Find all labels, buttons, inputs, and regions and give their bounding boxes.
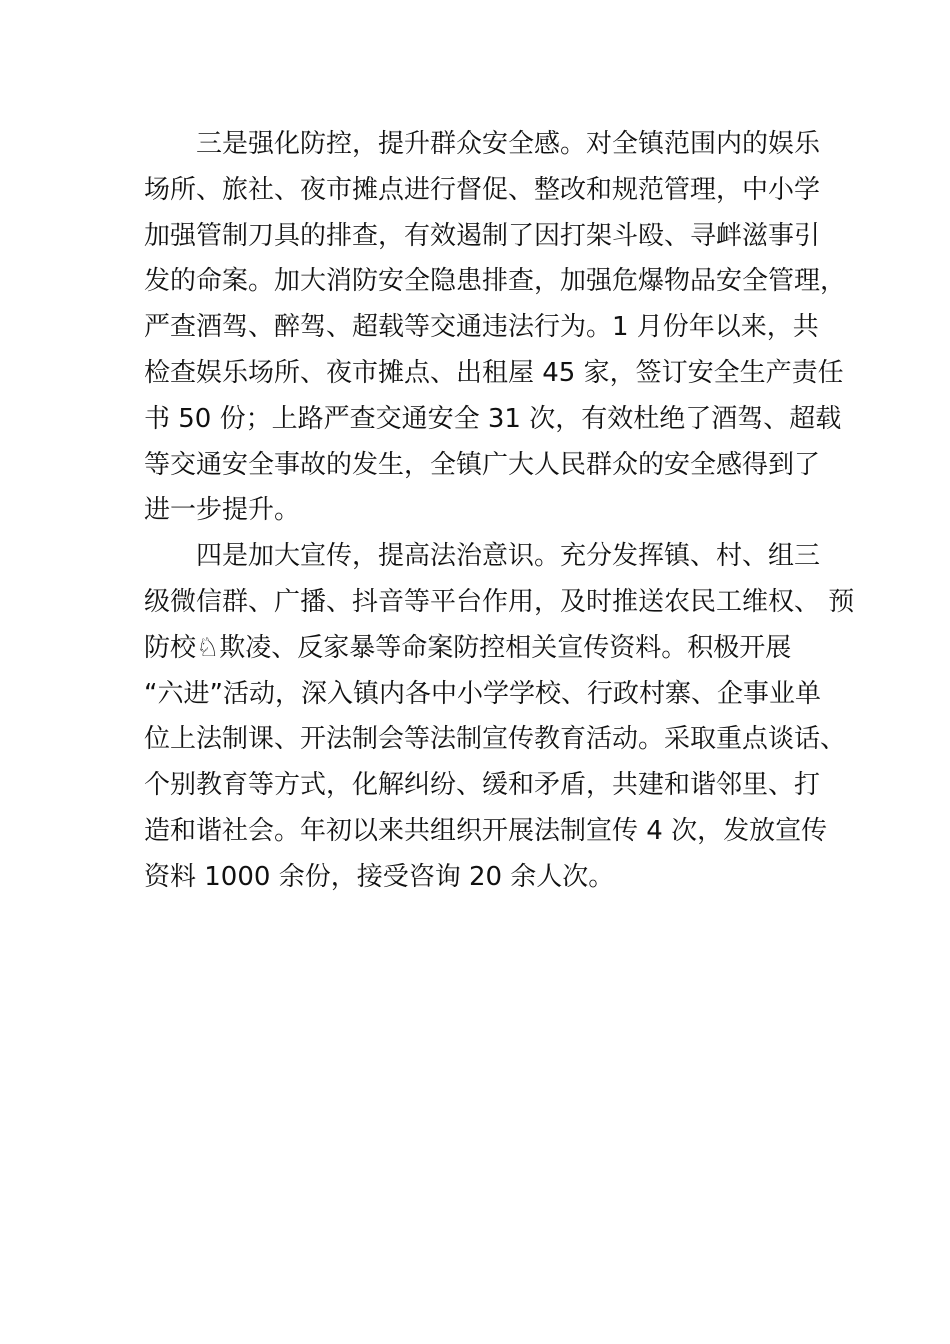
text-line: 位上法制课、开法制会等法制宣传教育活动。采取重点谈话、: [144, 724, 847, 755]
text-line: 检查娱乐场所、夜市摊点、出租屋 45 家，签订安全生产责任: [144, 357, 844, 388]
text-line: 书 50 份；上路严查交通安全 31 次，有效杜绝了酒驾、超载: [144, 403, 842, 434]
text-line: “六进”活动，深入镇内各中小学学校、行政村寨、企事业单: [144, 678, 821, 709]
text-line: 四是加大宣传，提高法治意识。充分发挥镇、村、组三: [196, 541, 821, 572]
text-line: 严查酒驾、醉驾、超载等交通违法行为。1 月份年以来，共: [144, 312, 819, 343]
text-line: 三是强化防控，提升群众安全感。对全镇范围内的娱乐: [196, 129, 821, 159]
text-line: 场所、旅社、夜市摊点进行督促、整改和规范管理，中小学: [144, 174, 821, 205]
text-line: 资料 1000 余份，接受咨询 20 余人次。: [144, 861, 615, 892]
text-line: 个别教育等方式，化解纠纷、缓和矛盾，共建和谐邻里、打: [144, 770, 821, 801]
paragraph-public-security: [144, 122, 847, 534]
text-line: 造和谐社会。年初以来共组织开展法制宣传 4 次，发放宣传: [144, 815, 828, 846]
text-line: 发的命案。加大消防安全隐患排查，加强危爆物品安全管理，: [144, 266, 847, 297]
text-line: 防校♘欺凌、反家暴等命案防控相关宣传资料。积极开展: [144, 632, 792, 663]
text-line: 加强管制刀具的排查，有效遏制了因打架斗殴、寻衅滋事引: [144, 220, 821, 251]
text-line: 等交通安全事故的发生，全镇广大人民群众的安全感得到了: [144, 449, 821, 480]
document-body: [144, 122, 855, 901]
text-line: 级微信群、广播、抖音等平台作用，及时推送农民工维权、 预: [144, 586, 855, 617]
text-line: 进一步提升。: [144, 495, 301, 526]
paragraph-legal-publicity: [144, 534, 855, 900]
